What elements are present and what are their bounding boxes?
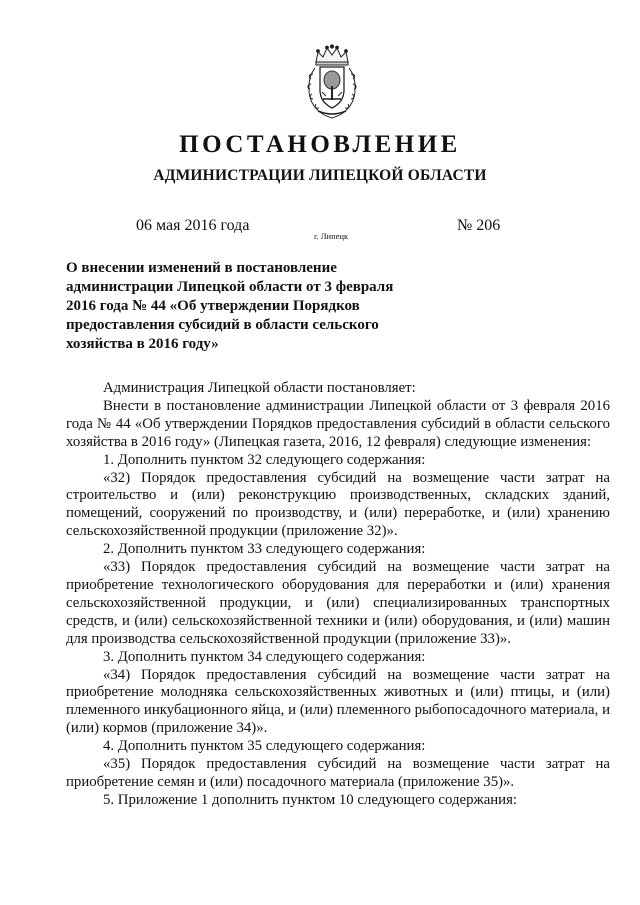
- paragraph-main: Внести в постановление администрации Липецкой области от 3 февраля 2016 года № 44 «Об утверждении Порядков предоставления субсидий в области сельского хозяйства в 2016 году» (Липецкая газета, 2016, 12 февраля) следующие изменения:: [66, 397, 610, 450]
- paragraph-item-2-text: «33) Порядок предоставления субсидий на возмещение части затрат на приобретение технологического оборудования для переработки и (или) хранения сельскохозяйственной продукции, и (или) специализированных транспортных средств, и (или) сельскохозяйственной техники и (или) оборудования, и (или) машин для производства сельскохозяйственной продукции (приложение 33)».: [66, 559, 610, 647]
- coat-of-arms-icon: [306, 44, 358, 122]
- paragraph-preamble: Администрация Липецкой области постановляет:: [103, 380, 416, 396]
- issuer-name: АДМИНИСТРАЦИИ ЛИПЕЦКОЙ ОБЛАСТИ: [153, 167, 487, 184]
- paragraph-item-4: 4. Дополнить пунктом 35 следующего содержания:: [103, 738, 426, 755]
- paragraph-item-2: 2. Дополнить пунктом 33 следующего содержания:: [103, 541, 426, 558]
- document-title: ПОСТАНОВЛЕНИЕ: [179, 131, 461, 158]
- paragraph-item-1-text: «32) Порядок предоставления субсидий на возмещение части затрат на строительство и (или) реконструкцию производственных, складских зданий, помещений, сооружений по производству, и (или) переработке, и (или) хранению сельскохозяйственной продукции (приложение 32)».: [66, 469, 610, 540]
- paragraph-item-4-text: «35) Порядок предоставления субсидий на возмещение части затрат на приобретение семян и (или) посадочного материала (приложение 35)».: [66, 756, 610, 790]
- paragraph-item-3-text: «34) Порядок предоставления субсидий на возмещение части затрат на приобретение молодняка сельскохозяйственных животных и (или) птицы, и (или) племенного инкубационного яйца, и (или) племенного рыбопосадочного материала, и (или) кормов (приложение 34)».: [66, 666, 610, 737]
- paragraph-item-5: 5. Приложение 1 дополнить пунктом 10 следующего содержания:: [103, 791, 518, 808]
- paragraph-item-1: 1. Дополнить пунктом 32 следующего содержания:: [103, 451, 426, 468]
- document-date: 06 мая 2016 года: [136, 217, 250, 234]
- document-subject: О внесении изменений в постановление администрации Липецкой области от 3 февраля 2016 года № 44 «Об утверждении Порядков предоставления субсидий в области сельского хозяйства в 2016 году»: [66, 260, 394, 352]
- paragraph-item-3: 3. Дополнить пунктом 34 следующего содержания:: [103, 648, 426, 665]
- document-number: № 206: [457, 217, 501, 234]
- document-city: г. Липецк: [314, 231, 349, 241]
- document-body: [66, 380, 610, 810]
